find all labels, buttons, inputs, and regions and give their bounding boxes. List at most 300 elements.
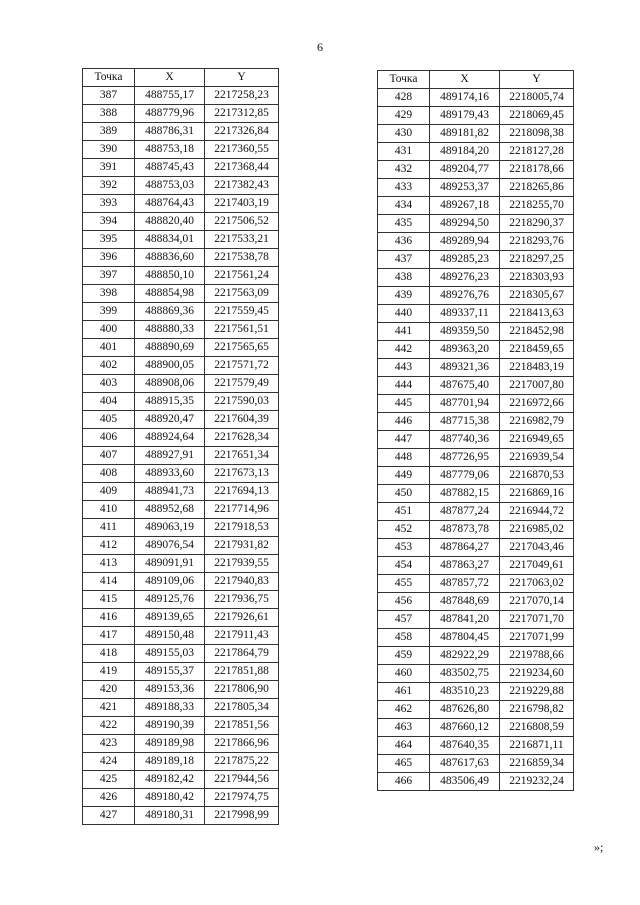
cell-y: 2217931,82 [205,537,279,555]
cell-point: 395 [83,231,135,249]
header-x: X [135,69,205,87]
table-row [83,753,279,771]
cell-y: 2217559,45 [205,303,279,321]
cell-point: 403 [83,375,135,393]
cell-point: 393 [83,195,135,213]
cell-x: 487882,15 [430,485,500,503]
cell-x: 487640,35 [430,737,500,755]
cell-y: 2217043,46 [500,539,574,557]
table-row [378,395,574,413]
cell-y: 2217866,96 [205,735,279,753]
cell-point: 461 [378,683,430,701]
cell-y: 2216808,59 [500,719,574,737]
table-row [378,557,574,575]
table-row [83,555,279,573]
cell-y: 2217590,03 [205,393,279,411]
cell-x: 488915,35 [135,393,205,411]
cell-x: 487617,63 [430,755,500,773]
cell-y: 2217326,84 [205,123,279,141]
cell-x: 488850,10 [135,267,205,285]
table-row [378,89,574,107]
table-row [378,143,574,161]
cell-point: 418 [83,645,135,663]
cell-x: 487779,06 [430,467,500,485]
cell-y: 2216870,53 [500,467,574,485]
cell-y: 2218305,67 [500,287,574,305]
cell-point: 396 [83,249,135,267]
cell-y: 2216798,82 [500,701,574,719]
table-row [83,177,279,195]
cell-y: 2217806,90 [205,681,279,699]
cell-x: 488753,03 [135,177,205,195]
cell-y: 2217998,99 [205,807,279,825]
cell-y: 2217533,21 [205,231,279,249]
table-row [378,611,574,629]
cell-point: 445 [378,395,430,413]
cell-x: 489150,48 [135,627,205,645]
cell-point: 436 [378,233,430,251]
cell-x: 489289,94 [430,233,500,251]
cell-x: 489188,33 [135,699,205,717]
cell-y: 2217714,96 [205,501,279,519]
table-row [83,447,279,465]
cell-point: 455 [378,575,430,593]
cell-point: 432 [378,161,430,179]
cell-y: 2216939,54 [500,449,574,467]
cell-y: 2217926,61 [205,609,279,627]
cell-x: 488890,69 [135,339,205,357]
cell-point: 402 [83,357,135,375]
cell-point: 463 [378,719,430,737]
cell-y: 2218303,93 [500,269,574,287]
table-row [83,519,279,537]
table-row [83,159,279,177]
cell-x: 489337,11 [430,305,500,323]
cell-y: 2217071,99 [500,629,574,647]
cell-y: 2217918,53 [205,519,279,537]
cell-x: 488941,73 [135,483,205,501]
table-row [83,87,279,105]
table-row [378,647,574,665]
table-row [83,357,279,375]
cell-x: 489063,19 [135,519,205,537]
table-row [378,359,574,377]
cell-y: 2217944,56 [205,771,279,789]
cell-x: 483506,49 [430,773,500,791]
table-row [83,465,279,483]
cell-x: 489363,20 [430,341,500,359]
cell-y: 2217506,52 [205,213,279,231]
table-row [378,773,574,791]
cell-point: 435 [378,215,430,233]
cell-y: 2218483,19 [500,359,574,377]
table-row [83,195,279,213]
cell-point: 434 [378,197,430,215]
cell-point: 409 [83,483,135,501]
table-row [83,789,279,807]
cell-y: 2217063,02 [500,575,574,593]
table-row [83,123,279,141]
table-row [83,321,279,339]
cell-point: 389 [83,123,135,141]
table-row [378,575,574,593]
cell-x: 489179,43 [430,107,500,125]
cell-point: 451 [378,503,430,521]
page-number: 6 [317,40,323,54]
cell-point: 442 [378,341,430,359]
cell-point: 397 [83,267,135,285]
cell-point: 459 [378,647,430,665]
cell-x: 488920,47 [135,411,205,429]
cell-x: 489267,18 [430,197,500,215]
table-row [83,429,279,447]
cell-y: 2218413,63 [500,305,574,323]
cell-y: 2218290,37 [500,215,574,233]
table-row [83,537,279,555]
cell-point: 399 [83,303,135,321]
cell-x: 489294,50 [430,215,500,233]
closing-mark: »; [594,840,604,854]
cell-x: 488764,43 [135,195,205,213]
cell-x: 489174,16 [430,89,500,107]
table-row [83,627,279,645]
cell-point: 422 [83,717,135,735]
cell-point: 437 [378,251,430,269]
cell-point: 440 [378,305,430,323]
cell-x: 487804,45 [430,629,500,647]
cell-x: 489180,42 [135,789,205,807]
cell-x: 487740,36 [430,431,500,449]
table-row [378,161,574,179]
cell-point: 431 [378,143,430,161]
cell-x: 488880,33 [135,321,205,339]
table-row [378,125,574,143]
cell-point: 420 [83,681,135,699]
cell-y: 2217258,23 [205,87,279,105]
cell-x: 487848,69 [430,593,500,611]
cell-point: 391 [83,159,135,177]
cell-y: 2217563,09 [205,285,279,303]
table-row [83,573,279,591]
table-row [83,141,279,159]
table-row [83,771,279,789]
cell-y: 2216949,65 [500,431,574,449]
cell-y: 2217805,34 [205,699,279,717]
cell-point: 390 [83,141,135,159]
cell-point: 413 [83,555,135,573]
table-row [83,339,279,357]
table-row [378,287,574,305]
table-row [378,665,574,683]
cell-point: 410 [83,501,135,519]
table-row [83,231,279,249]
cell-point: 439 [378,287,430,305]
cell-point: 416 [83,609,135,627]
cell-x: 489359,50 [430,323,500,341]
table-row [83,249,279,267]
table-row [83,735,279,753]
coordinates-table-right [377,70,574,791]
cell-x: 489180,31 [135,807,205,825]
cell-x: 483510,23 [430,683,500,701]
cell-x: 489285,23 [430,251,500,269]
cell-point: 457 [378,611,430,629]
cell-x: 487873,78 [430,521,500,539]
cell-y: 2216944,72 [500,503,574,521]
cell-point: 426 [83,789,135,807]
cell-point: 464 [378,737,430,755]
cell-y: 2218297,25 [500,251,574,269]
cell-x: 487841,20 [430,611,500,629]
table-row [378,413,574,431]
cell-y: 2217864,79 [205,645,279,663]
table-row [378,215,574,233]
cell-y: 2216859,34 [500,755,574,773]
table-header-row [83,69,279,87]
table-row [378,503,574,521]
table-row [378,251,574,269]
cell-x: 489190,39 [135,717,205,735]
cell-x: 489076,54 [135,537,205,555]
cell-y: 2218069,45 [500,107,574,125]
cell-x: 488924,64 [135,429,205,447]
cell-y: 2217851,88 [205,663,279,681]
table-row [378,629,574,647]
cell-point: 424 [83,753,135,771]
cell-x: 488927,91 [135,447,205,465]
table-row [83,285,279,303]
cell-x: 487701,94 [430,395,500,413]
cell-x: 489184,20 [430,143,500,161]
cell-x: 482922,29 [430,647,500,665]
cell-y: 2216972,66 [500,395,574,413]
cell-x: 489204,77 [430,161,500,179]
table-row [83,483,279,501]
table-row [83,393,279,411]
cell-point: 466 [378,773,430,791]
table-row [378,197,574,215]
cell-y: 2217694,13 [205,483,279,501]
cell-point: 428 [378,89,430,107]
table-row [378,377,574,395]
cell-y: 2217312,85 [205,105,279,123]
table-row [83,609,279,627]
cell-point: 423 [83,735,135,753]
cell-point: 406 [83,429,135,447]
cell-point: 456 [378,593,430,611]
cell-point: 417 [83,627,135,645]
cell-point: 405 [83,411,135,429]
table-row [378,107,574,125]
table-row [378,179,574,197]
cell-x: 488834,01 [135,231,205,249]
table-row [378,431,574,449]
cell-y: 2217673,13 [205,465,279,483]
cell-point: 394 [83,213,135,231]
cell-point: 447 [378,431,430,449]
cell-point: 401 [83,339,135,357]
cell-point: 443 [378,359,430,377]
table-row [83,501,279,519]
cell-x: 488779,96 [135,105,205,123]
table-row [378,341,574,359]
cell-x: 487877,24 [430,503,500,521]
table-row [378,269,574,287]
cell-y: 2219788,66 [500,647,574,665]
cell-y: 2216985,02 [500,521,574,539]
cell-y: 2218098,38 [500,125,574,143]
cell-y: 2217403,19 [205,195,279,213]
table-row [83,681,279,699]
cell-x: 488753,18 [135,141,205,159]
cell-x: 488952,68 [135,501,205,519]
table-body-left [83,87,279,825]
table-row [378,521,574,539]
cell-y: 2216869,16 [500,485,574,503]
table-row [378,593,574,611]
table-row [378,539,574,557]
cell-x: 488854,98 [135,285,205,303]
cell-y: 2217875,22 [205,753,279,771]
cell-point: 419 [83,663,135,681]
cell-point: 404 [83,393,135,411]
cell-y: 2217940,83 [205,573,279,591]
cell-x: 489125,76 [135,591,205,609]
cell-y: 2218293,76 [500,233,574,251]
table-row [83,807,279,825]
header-point: Точка [83,69,135,87]
cell-point: 452 [378,521,430,539]
table-row [378,719,574,737]
cell-point: 425 [83,771,135,789]
cell-x: 488869,36 [135,303,205,321]
cell-x: 489276,76 [430,287,500,305]
cell-point: 433 [378,179,430,197]
table-row [378,755,574,773]
table-row [83,717,279,735]
table-row [83,375,279,393]
cell-point: 427 [83,807,135,825]
cell-point: 414 [83,573,135,591]
cell-x: 488836,60 [135,249,205,267]
cell-y: 2218255,70 [500,197,574,215]
cell-y: 2217538,78 [205,249,279,267]
cell-y: 2218459,65 [500,341,574,359]
cell-y: 2217851,56 [205,717,279,735]
cell-x: 489321,36 [430,359,500,377]
cell-y: 2217939,55 [205,555,279,573]
cell-point: 444 [378,377,430,395]
cell-point: 412 [83,537,135,555]
cell-x: 488933,60 [135,465,205,483]
cell-point: 448 [378,449,430,467]
table-row [378,485,574,503]
cell-y: 2218127,28 [500,143,574,161]
cell-point: 400 [83,321,135,339]
cell-x: 489276,23 [430,269,500,287]
cell-x: 488908,06 [135,375,205,393]
cell-x: 487864,27 [430,539,500,557]
cell-y: 2217561,24 [205,267,279,285]
cell-y: 2216871,11 [500,737,574,755]
table-row [378,737,574,755]
cell-point: 392 [83,177,135,195]
cell-y: 2218178,66 [500,161,574,179]
table-row [83,663,279,681]
cell-point: 430 [378,125,430,143]
cell-y: 2217651,34 [205,447,279,465]
cell-x: 489182,42 [135,771,205,789]
cell-x: 487863,27 [430,557,500,575]
table-row [378,449,574,467]
cell-y: 2217070,14 [500,593,574,611]
cell-x: 488900,05 [135,357,205,375]
cell-y: 2218452,98 [500,323,574,341]
table-row [83,267,279,285]
cell-y: 2217911,43 [205,627,279,645]
cell-y: 2217382,43 [205,177,279,195]
cell-point: 453 [378,539,430,557]
cell-point: 446 [378,413,430,431]
table-row [83,411,279,429]
cell-point: 429 [378,107,430,125]
cell-point: 460 [378,665,430,683]
cell-x: 489253,37 [430,179,500,197]
cell-point: 411 [83,519,135,537]
cell-y: 2217604,39 [205,411,279,429]
header-x: X [430,71,500,89]
cell-y: 2218005,74 [500,89,574,107]
cell-x: 489189,98 [135,735,205,753]
cell-x: 489139,65 [135,609,205,627]
cell-y: 2219229,88 [500,683,574,701]
cell-y: 2217628,34 [205,429,279,447]
table-row [378,701,574,719]
cell-y: 2217360,55 [205,141,279,159]
cell-x: 489155,03 [135,645,205,663]
cell-y: 2216982,79 [500,413,574,431]
table-row [83,699,279,717]
cell-x: 487857,72 [430,575,500,593]
table-row [83,105,279,123]
cell-x: 489189,18 [135,753,205,771]
table-body-right [378,89,574,791]
cell-x: 487715,38 [430,413,500,431]
table-row [378,323,574,341]
header-point: Точка [378,71,430,89]
table-header-row [378,71,574,89]
cell-point: 450 [378,485,430,503]
cell-y: 2217049,61 [500,557,574,575]
cell-point: 462 [378,701,430,719]
cell-x: 487675,40 [430,377,500,395]
cell-x: 483502,75 [430,665,500,683]
cell-point: 408 [83,465,135,483]
cell-x: 487660,12 [430,719,500,737]
table-row [378,233,574,251]
cell-y: 2217936,75 [205,591,279,609]
cell-y: 2218265,86 [500,179,574,197]
cell-point: 441 [378,323,430,341]
cell-x: 488820,40 [135,213,205,231]
cell-y: 2217571,72 [205,357,279,375]
cell-point: 421 [83,699,135,717]
cell-x: 488755,17 [135,87,205,105]
cell-x: 489109,06 [135,573,205,591]
cell-point: 415 [83,591,135,609]
table-row [83,303,279,321]
cell-y: 2217974,75 [205,789,279,807]
